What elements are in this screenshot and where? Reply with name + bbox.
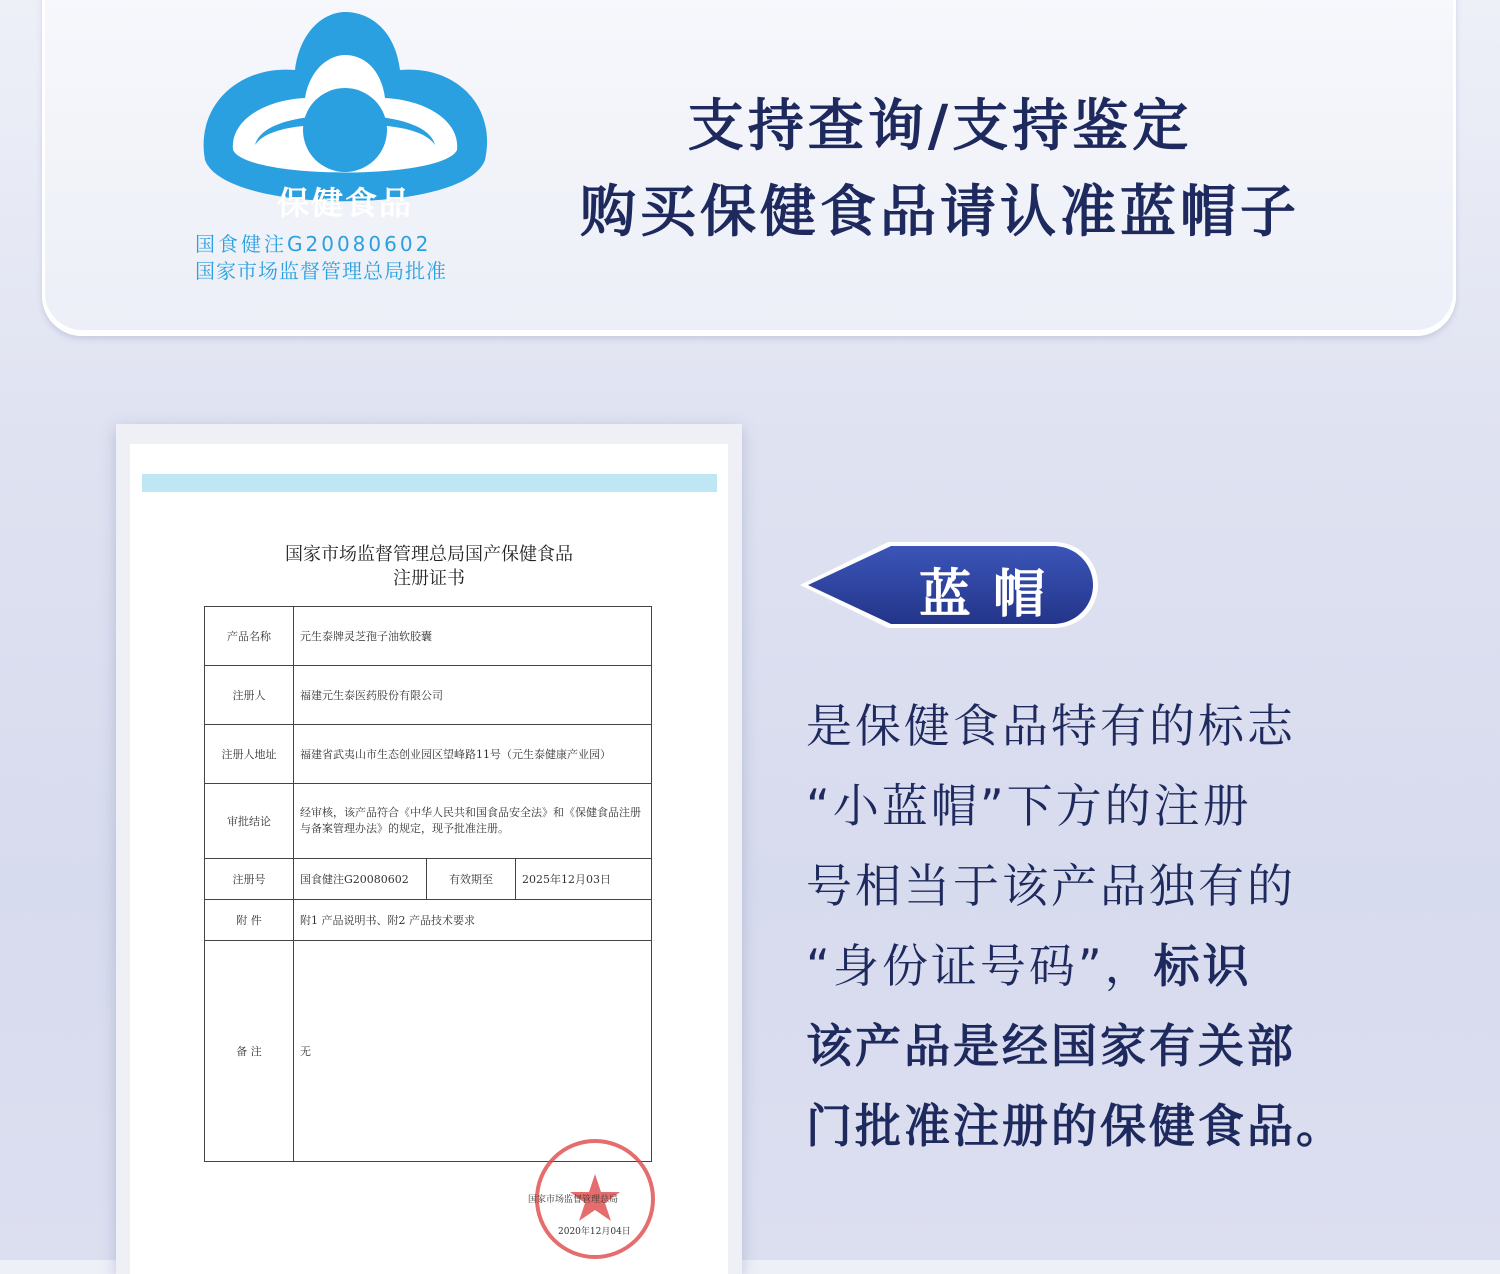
table-row <box>205 607 652 666</box>
description-line: 是保健食品特有的标志 <box>806 699 1296 753</box>
official-seal <box>530 1134 660 1264</box>
certificate-subtitle: 注册证书 <box>393 568 465 589</box>
description-line <box>806 930 1406 996</box>
seal-org: 国家市场监督管理总局 <box>528 1195 619 1205</box>
cell-label: 产品名称 <box>205 607 294 666</box>
table-row <box>205 859 652 900</box>
cell-label: 有效期至 <box>427 859 516 900</box>
remark-value: 无 <box>294 941 652 1162</box>
certificate-stripe <box>142 474 717 492</box>
product-name-value: 元生泰牌灵芝孢子油软胶囊 <box>294 607 652 666</box>
tag-label: 蓝帽 <box>918 565 1067 625</box>
description-line: 号相当于该产品独有的 <box>806 859 1296 913</box>
certificate-frame <box>116 424 742 1274</box>
cell-label: 审批结论 <box>205 784 294 859</box>
valid-date-value: 2025年12月03日 <box>516 859 652 900</box>
certificate-page <box>130 444 728 1274</box>
conclusion-value: 经审核，该产品符合《中华人民共和国食品安全法》和《保健食品注册与备案管理办法》的规定，现予批准注册。 <box>294 784 652 859</box>
logo-reg-number: 国食健注G20080602 <box>195 232 432 256</box>
address-value: 福建省武夷山市生态创业园区望峰路11号（元生泰健康产业园） <box>294 725 652 784</box>
blue-hat-logo <box>185 10 505 283</box>
certificate-title: 国家市场监督管理总局国产保健食品 <box>285 544 573 565</box>
registrant-value: 福建元生泰医药股份有限公司 <box>294 666 652 725</box>
cell-label: 注册号 <box>205 859 294 900</box>
table-row <box>205 900 652 941</box>
table-row <box>205 784 652 859</box>
reg-no-value: 国食健注G20080602 <box>294 859 427 900</box>
headline-line-1: 支持查询/支持鉴定 <box>687 94 1193 159</box>
description-quote: “身份证号码”， <box>806 939 1154 993</box>
table-row <box>205 666 652 725</box>
description-line: “小蓝帽”下方的注册 <box>806 779 1252 833</box>
cell-label: 附 件 <box>205 900 294 941</box>
cell-label: 注册人地址 <box>205 725 294 784</box>
logo-name: 保健食品 <box>276 184 413 222</box>
logo-authority: 国家市场监督管理总局批准 <box>195 259 447 283</box>
cell-label: 备 注 <box>205 941 294 1162</box>
description-line-bold: 门批准注册的保健食品。 <box>806 1099 1345 1153</box>
headline-line-2: 购买保健食品请认准蓝帽子 <box>580 180 1300 245</box>
attachment-value: 附1 产品说明书、附2 产品技术要求 <box>294 900 652 941</box>
cell-label: 注册人 <box>205 666 294 725</box>
table-row <box>205 725 652 784</box>
blue-hat-tag <box>798 540 1098 630</box>
table-row <box>205 941 652 1162</box>
certificate-table <box>204 606 652 1162</box>
description-emphasis: 标识 <box>1153 939 1252 993</box>
description-line-bold: 该产品是经国家有关部 <box>806 1019 1296 1073</box>
seal-date: 2020年12月04日 <box>558 1227 631 1237</box>
